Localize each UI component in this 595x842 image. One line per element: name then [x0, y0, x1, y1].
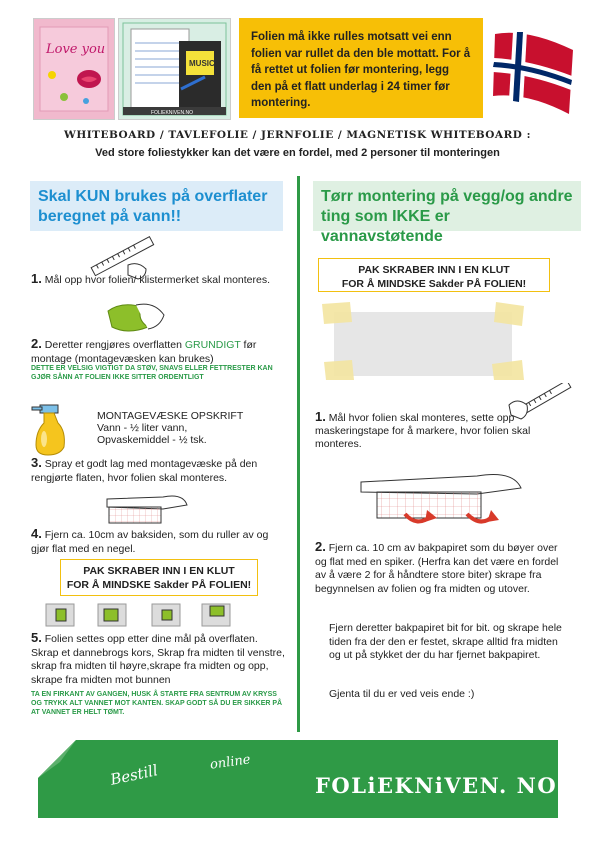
footer-page-curl-icon	[38, 740, 78, 780]
scrape-step-d-icon	[202, 604, 230, 626]
right-step-1-number: 1.	[315, 409, 326, 424]
right-step-2	[315, 540, 570, 596]
left-step-2-text: Deretter rengjøres overflatten	[44, 339, 185, 351]
left-scraper-tip-line1: PAK SKRABER INN I EN KLUT	[83, 565, 235, 577]
scrape-step-b-icon	[98, 604, 126, 626]
recipe-title: MONTAGEVÆSKE OPSKRIFT	[97, 410, 244, 422]
left-step-5	[31, 631, 286, 687]
right-step-2-text: Fjern ca. 10 cm av bakpapiret som du bøyer over og flat med en spiker. (Herfra kan det være en fordel av å være 2 for å håndtere store biter) skrape fra begynnelsen av folien og fra midten og utover.	[315, 542, 559, 595]
left-step-5-text: Folien settes opp etter dine mål på overflaten. Skrap et dannebrogs kors, Skrap fra midten til venstre, skrap fra midten til høyre,skrape fra midten og opp, skrape fra midten mot bunnen	[31, 633, 285, 686]
scrape-step-a-icon	[46, 604, 74, 626]
right-step-2-continued: Fjern deretter bakpapiret bit for bit. og skrape hele tiden fra der den er festet, skrape alltid fra midten og ut på stykket der du har fjernet bakpapiret.	[329, 622, 562, 661]
main-heading: WHITEBOARD / TAVLEFOLIE / JERNFOLIE / MAGNETISK WHITEBOARD :	[64, 129, 531, 141]
left-step-3-number: 3.	[31, 455, 42, 470]
cleaning-cloth-icon	[102, 297, 172, 337]
recipe-water: Vann - ½ liter vann,	[97, 422, 188, 434]
right-step-1	[315, 410, 570, 451]
right-step-1-text: Mål hvor folien skal monteres, sette opp maskeringstape for å markere, hvor folien skal monteres.	[315, 412, 531, 450]
column-divider	[297, 176, 300, 732]
left-step-2-note: DETTE ER VELSIG VIGTIGT DA STØV, SNAVS ELLER FETTRESTER KAN GJØR SÅNN AT FOLIEN IKKE SITTER ORDENTLIGT	[31, 365, 273, 381]
recipe-soap: Opvaskemiddel - ½ tsk.	[97, 434, 207, 446]
photo-love-you-sticker	[33, 18, 115, 120]
left-step-2-text-end: før montage (montagevæsken kan brukes)	[31, 339, 257, 365]
left-step-3	[31, 456, 286, 485]
notebook-illustration	[119, 19, 230, 119]
mounting-notice: Folien må ikke rulles motsatt vei enn folien var rullet da den ble mottatt. For å få rettet ut folien før montering, legg den på et flatt underlag i 24 timer før montering.	[239, 18, 483, 118]
left-step-2	[31, 337, 286, 366]
left-step-5-number: 5.	[31, 630, 42, 645]
footer-bestill-text[interactable]: Bestill	[108, 761, 160, 789]
right-step-2-number: 2.	[315, 539, 326, 554]
left-step-1-text: Mål opp hvor folien/ klistermerket skal monteres.	[44, 274, 271, 286]
left-step-3-text: Spray et godt lag med montagevæske på den rengjørte flaten, hvor folien skal monteres.	[31, 458, 258, 484]
love-you-illustration	[34, 19, 114, 119]
scraping-steps-icons	[42, 600, 238, 630]
right-scraper-tip-line2: FOR Å MINDSKE Sakder PÅ FOLIEN!	[341, 278, 527, 290]
left-section-title: Skal KUN brukes på overflater beregnet på vann!!	[30, 181, 283, 231]
right-scraper-tip-line1: PAK SKRABER INN I EN KLUT	[358, 264, 510, 276]
recipe-block	[97, 410, 287, 446]
peel-backing-icon	[103, 491, 191, 525]
left-step-4	[31, 527, 286, 556]
norwegian-flag-icon	[487, 24, 579, 114]
right-scraper-tip-box	[318, 258, 550, 292]
footer-brand-link[interactable]: FOLiEKNiVEN. NO	[315, 773, 558, 798]
left-step-1-number: 1.	[31, 271, 42, 286]
footer-online-text[interactable]: online	[209, 752, 252, 773]
left-step-1	[31, 272, 276, 288]
music-lettering: MUSIC	[189, 59, 215, 68]
left-step-2-number: 2.	[31, 336, 42, 351]
left-step-4-number: 4.	[31, 526, 42, 541]
right-peel-backing-icon	[357, 466, 525, 528]
left-step-2-highlight: GRUNDIGT	[184, 339, 241, 351]
left-step-4-text: Fjern ca. 10cm av baksiden, som du ruller av og gjør flat med en negel.	[31, 529, 269, 555]
photo-footer-lettering: FOLIEKNIVEN.NO	[151, 110, 193, 116]
photo-whiteboard-notebook	[118, 18, 231, 120]
spray-bottle-icon	[30, 401, 80, 457]
right-step-2-final: Gjenta til du er ved veis ende :)	[329, 688, 475, 700]
right-section-title: Tørr montering på vegg/og andre ting som IKKE er vannavstøtende	[313, 181, 581, 231]
masking-tape-illustration	[320, 300, 526, 382]
love-you-lettering: Love you	[46, 42, 106, 57]
scrape-step-c-icon	[152, 604, 180, 626]
left-scraper-tip-box	[60, 559, 258, 596]
left-step-5-note: TA EN FIRKANT AV GANGEN, HUSK Å STARTE FRA SENTRUM AV KRYSS OG TRYKK ALT VANNET MOT KANTEN. SKAP GODT SÅ DU ER SIKKER PÅ AT VANNET ER HELT TØMT.	[31, 691, 283, 716]
sub-heading: Ved store foliestykker kan det være en fordel, med 2 personer til monteringen	[95, 147, 500, 159]
left-scraper-tip-line2: FOR Å MINDSKE Sakder PÅ FOLIEN!	[66, 579, 252, 591]
